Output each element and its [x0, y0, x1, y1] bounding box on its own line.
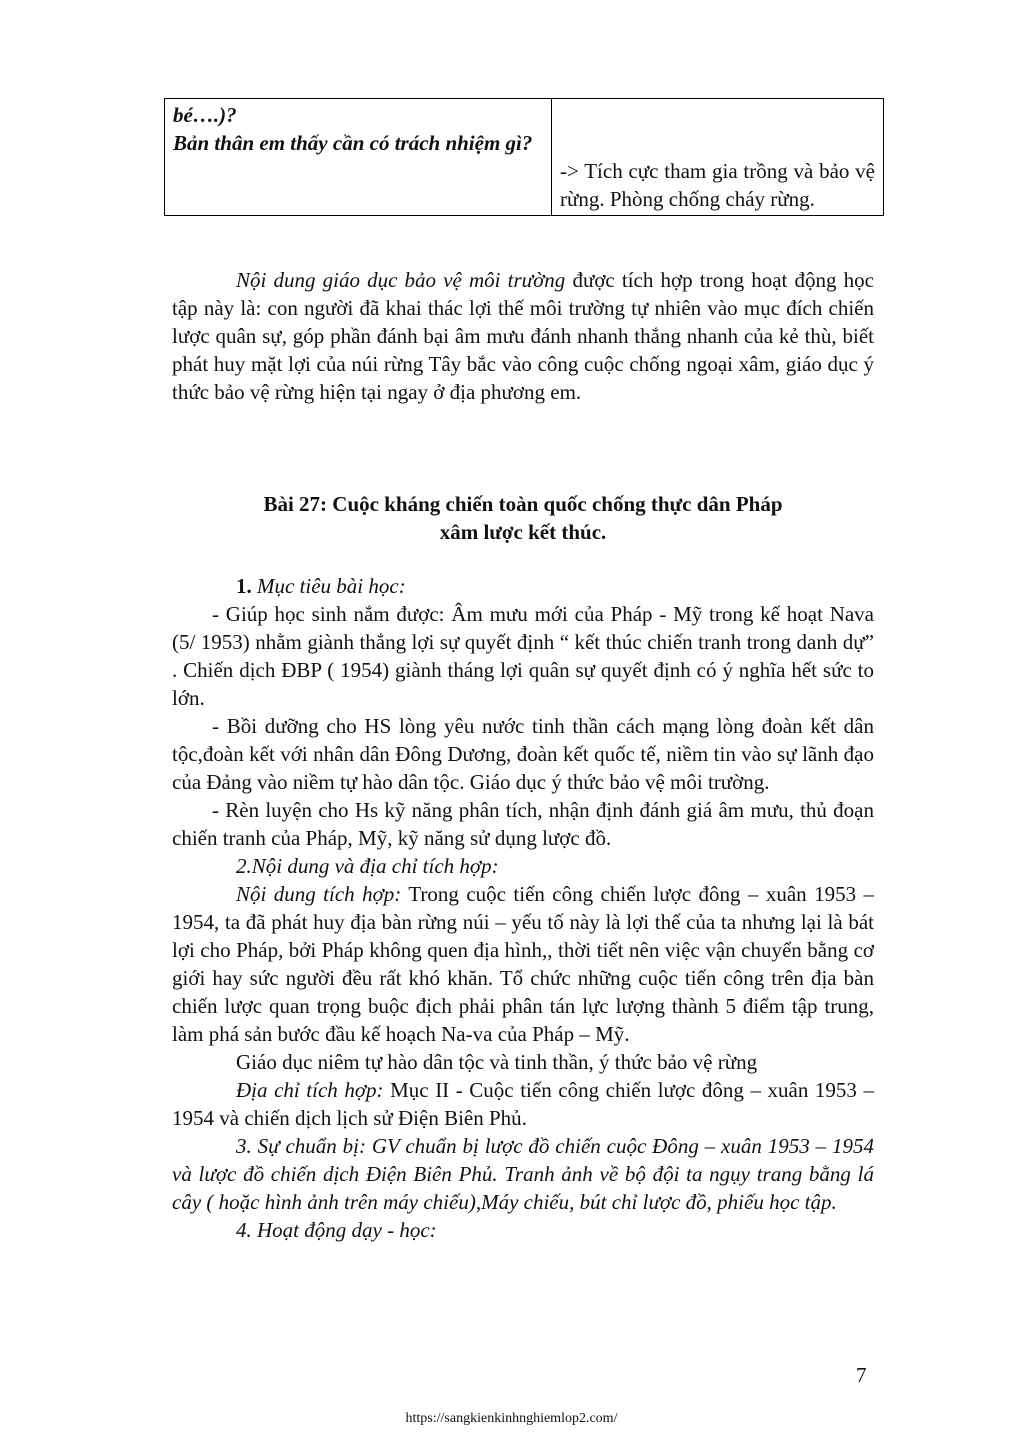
table-row	[165, 99, 884, 216]
intro-paragraph	[172, 266, 874, 406]
section-1-title: 1. Mục tiêu bài học:	[236, 574, 406, 598]
objective-item: - Rèn luyện cho Hs kỹ năng phân tích, nhận định đánh giá âm mưu, thủ đoạn chiến tranh của Pháp, Mỹ, kỹ năng sử dụng lược đồ.	[172, 798, 874, 850]
section-3-preparation: 3. Sự chuẩn bị: GV chuẩn bị lược đồ chiến cuộc Đông – xuân 1953 – 1954 và lược đồ chiến dịch Điện Biên Phủ. Tranh ảnh về bộ đội ta ngụy trang bằng lá cây ( hoặc hình ảnh trên máy chiếu),Máy chiếu, bút chỉ lược đồ, phiếu học tập.	[172, 1134, 874, 1214]
section-2-title: 2.Nội dung và địa chỉ tích hợp:	[236, 854, 499, 878]
heading-line-2: xâm lược kết thúc.	[439, 520, 607, 544]
intro-italic-lead: Nội dung giáo dục bảo vệ môi trường	[236, 268, 566, 292]
lesson-heading	[172, 490, 874, 546]
question-answer-table	[164, 98, 884, 216]
objective-item: - Bồi dưỡng cho HS lòng yêu nước tinh thần cách mạng lòng đoàn kết dân tộc,đoàn kết với nhân dân Đông Dương, đoàn kết quốc tế, niềm tin vào sự lãnh đạo của Đảng vào niềm tự hào dân tộc. Giáo dục ý thức bảo vệ môi trường.	[172, 714, 874, 794]
section-4-title: 4. Hoạt động dạy - học:	[236, 1218, 437, 1242]
answer-cell	[552, 99, 884, 216]
education-line: Giáo dục niêm tự hào dân tộc và tinh thần, ý thức bảo vệ rừng	[236, 1050, 758, 1074]
cell-spacer	[560, 101, 875, 157]
objective-item: - Giúp học sinh nắm được: Âm mưu mới của Pháp - Mỹ trong kế hoạt Nava (5/ 1953) nhằm giành thắng lợi sự quyết định “ kết thúc chiến tranh trong danh dự” . Chiến dịch ĐBP ( 1954) giành tháng lợi quân sự quyết định có ý nghĩa hết sức to lớn.	[172, 602, 874, 710]
question-line: Bản thân em thấy cần có trách nhiệm gì?	[173, 131, 533, 155]
answer-text: -> Tích cực tham gia trồng và bảo vệ rừng. Phòng chống cháy rừng.	[560, 159, 875, 211]
intro-body: được tích hợp trong hoạt động học tập này là: con người đã khai thác lợi thế môi trường tự nhiên vào mục đích chiến lược quân sự, góp phần đánh bại âm mưu đánh nhanh thắng nhanh của kẻ thù, biết phát huy mặt lợi của núi rừng Tây bắc vào công cuộc chống ngoại xâm, giáo dục ý thức bảo vệ rừng hiện tại ngay ở địa phương em.	[172, 268, 874, 404]
question-cell	[165, 99, 552, 216]
lesson-body	[172, 572, 874, 1244]
integration-address: Địa chỉ tích hợp: Mục II - Cuộc tiến công chiến lược đông – xuân 1953 – 1954 và chiến dịch lịch sử Điện Biên Phủ.	[172, 1078, 874, 1130]
heading-line-1: Bài 27: Cuộc kháng chiến toàn quốc chống thực dân Pháp	[263, 492, 783, 516]
question-line: bé….)?	[173, 103, 237, 127]
page-number: 7	[856, 1363, 867, 1387]
integration-content: Nội dung tích hợp: Trong cuộc tiến công chiến lược đông – xuân 1953 – 1954, ta đã phát huy địa bàn rừng núi – yếu tố này là lợi thế của ta nhưng lại là bát lợi cho Pháp, bởi Pháp không quen địa hình,, thời tiết nên việc vận chuyển bằng cơ giới hay sức người đều rất khó khăn. Tổ chức những cuộc tiến công trên địa bàn chiến lược quan trọng buộc địch phải phân tán lực lượng thành 5 điểm tập trung, làm phá sản bước đầu kế hoạch Na-va của Pháp – Mỹ.	[172, 882, 874, 1046]
footer-url: https://sangkienkinhnghiemlop2.com/	[405, 1411, 618, 1426]
